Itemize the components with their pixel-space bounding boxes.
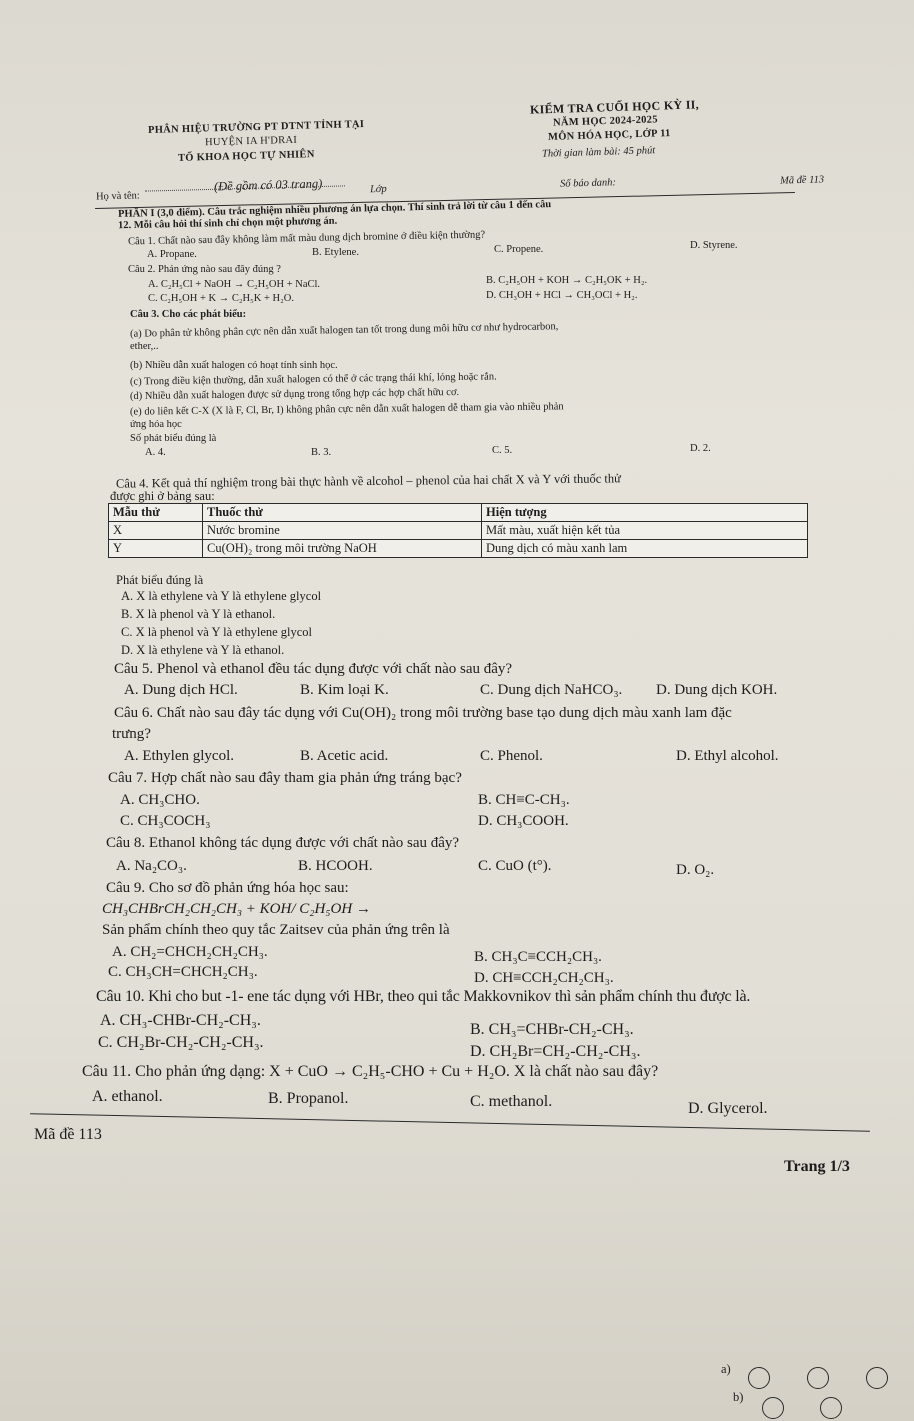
table-cell: Nước bromine — [203, 522, 482, 540]
q5-option-c[interactable]: C. Dung dịch NaHCO₃. — [480, 682, 623, 698]
table-header-cell: Mẫu thử — [109, 504, 203, 522]
table-cell: X — [109, 522, 203, 540]
q5-stem: Câu 5. Phenol và ethanol đều tác dụng được với chất nào sau đây? — [114, 661, 513, 677]
subject: MÔN HÓA HỌC, LỚP 11 — [547, 128, 671, 143]
q10-option-c[interactable]: C. CH₂Br-CH₂-CH₂-CH₃. — [98, 1034, 264, 1051]
pages-note: (Đề gồm có 03 trang) — [213, 176, 323, 194]
q4-conclusion: Phát biểu đúng là — [116, 573, 204, 587]
q7-option-c[interactable]: C. CH₃COCH₃ — [120, 813, 211, 829]
candidate-number-label: Số báo danh: — [559, 177, 617, 190]
doodle-circle — [807, 1367, 829, 1389]
q4-results-table — [108, 503, 808, 558]
q8-option-c[interactable]: C. CuO (t°). — [478, 858, 552, 874]
table-cell: Cu(OH)₂ trong môi trường NaOH — [203, 540, 482, 558]
q10-stem: Câu 10. Khi cho but -1- ene tác dụng với HBr, theo qui tắc Makkovnikov thì sản phẩm chính thu được là. — [96, 988, 751, 1005]
q2-option-c[interactable]: C. C₂H₅OH + K → C₂H₅K + H₂O. — [148, 293, 294, 304]
q4-option-d[interactable]: D. X là ethylene và Y là ethanol. — [121, 643, 285, 657]
q7-option-a[interactable]: A. CH₃CHO. — [120, 792, 200, 808]
q11-option-a[interactable]: A. ethanol. — [92, 1088, 163, 1105]
q6-stem: Câu 6. Chất nào sau đây tác dụng với Cu(OH)₂ trong môi trường base tạo dung dịch màu xanh lam đặc — [114, 705, 732, 721]
doodle-circle — [762, 1397, 784, 1419]
q5-option-d[interactable]: D. Dung dịch KOH. — [656, 682, 778, 698]
q4-stem-cont: được ghi ở bảng sau: — [110, 489, 215, 503]
q3-statement-e: (e) do liên kết C-X (X là F, Cl, Br, I) không phân cực nên dẫn xuất halogen dễ tham gia vào nhiều phản — [129, 401, 564, 418]
table-row — [109, 522, 808, 540]
q7-option-d[interactable]: D. CH₃COOH. — [478, 813, 569, 829]
q6-stem-cont: trưng? — [112, 726, 151, 742]
q9-stem: Câu 9. Cho sơ đồ phản ứng hóa học sau: — [106, 880, 349, 896]
q9-option-a[interactable]: A. CH₂=CHCH₂CH₂CH₃. — [112, 944, 268, 960]
q3-option-c[interactable]: C. 5. — [492, 445, 513, 456]
q8-option-d[interactable]: D. O₂. — [676, 862, 715, 878]
q3-option-b[interactable]: B. 3. — [311, 447, 332, 458]
q2-option-d[interactable]: D. CH₃OH + HCl → CH₃OCl + H₂. — [486, 290, 638, 301]
part1-instruction: 12. Mỗi câu hỏi thí sinh chỉ chọn một phương án. — [117, 215, 338, 232]
department-name: TỔ KHOA HỌC TỰ NHIÊN — [177, 149, 315, 164]
q10-option-b[interactable]: B. CH₃=CHBr-CH₂-CH₃. — [470, 1021, 634, 1038]
q11-option-d[interactable]: D. Glycerol. — [688, 1100, 768, 1117]
exam-title: KIỂM TRA CUỐI HỌC KỲ II, — [529, 97, 700, 117]
q1-option-b[interactable]: B. Etylene. — [312, 247, 359, 258]
q4-option-c[interactable]: C. X là phenol và Y là ethylene glycol — [121, 625, 313, 639]
q5-option-a[interactable]: A. Dung dịch HCl. — [124, 682, 238, 698]
table-header-cell: Thuốc thử — [203, 504, 482, 522]
table-header-row — [109, 504, 808, 522]
q2-option-b[interactable]: B. C₂H₅OH + KOH → C₂H₅OK + H₂. — [486, 275, 648, 286]
q6-option-b[interactable]: B. Acetic acid. — [300, 748, 389, 764]
q4-stem: Câu 4. Kết quả thí nghiệm trong bài thực hành về alcohol – phenol của hai chất X và Y với thuốc thử — [115, 471, 621, 491]
q9-option-b[interactable]: B. CH₃C≡CCH₂CH₃. — [474, 949, 602, 965]
doodle-circle — [820, 1397, 842, 1419]
page-number: Trang 1/3 — [784, 1158, 850, 1175]
q3-stem: Câu 3. Cho các phát biểu: — [130, 309, 247, 320]
q8-stem: Câu 8. Ethanol không tác dụng được với chất nào sau đây? — [106, 835, 460, 851]
q3-count-question: Số phát biểu đúng là — [130, 433, 217, 444]
q3-statement-a: (a) Do phân tử không phân cực nên dẫn xuất halogen tan tốt trong dung môi hữu cơ như hydrocarbon, — [129, 321, 559, 340]
table-cell: Mất màu, xuất hiện kết tủa — [482, 522, 808, 540]
q10-option-a[interactable]: A. CH₃-CHBr-CH₂-CH₃. — [100, 1012, 261, 1029]
school-year: NĂM HỌC 2024-2025 — [552, 114, 658, 129]
table-header-cell: Hiện tượng — [482, 504, 808, 522]
school-name: PHÂN HIỆU TRƯỜNG PT DTNT TỈNH TẠI — [147, 118, 365, 137]
q7-stem: Câu 7. Hợp chất nào sau đây tham gia phản ứng tráng bạc? — [108, 770, 462, 786]
q10-option-d[interactable]: D. CH₂Br=CH₂-CH₂-CH₃. — [470, 1043, 641, 1060]
table-cell: Dung dịch có màu xanh lam — [482, 540, 808, 558]
table-row — [109, 540, 808, 558]
doodle-circle — [866, 1367, 888, 1389]
time-limit: Thời gian làm bài: 45 phút — [541, 145, 656, 160]
student-name-label: Họ và tên: — [95, 190, 140, 203]
doodle-label-a: a) — [721, 1362, 731, 1376]
district-name: HUYỆN IA H'DRAI — [204, 134, 298, 149]
q6-option-a[interactable]: A. Ethylen glycol. — [124, 748, 234, 764]
q11-option-c[interactable]: C. methanol. — [470, 1093, 553, 1110]
q1-option-c[interactable]: C. Propene. — [494, 244, 544, 255]
q2-stem: Câu 2. Phản ứng nào sau đây đúng ? — [128, 264, 281, 275]
class-label: Lớp — [369, 183, 387, 196]
q8-option-a[interactable]: A. Na₂CO₃. — [116, 858, 187, 874]
footer-exam-code: Mã đề 113 — [34, 1126, 102, 1143]
q11-option-b[interactable]: B. Propanol. — [268, 1090, 349, 1107]
q3-statement-d: (d) Nhiều dẫn xuất halogen được sử dụng trong tổng hợp các hợp chất hữu cơ. — [129, 386, 460, 403]
q2-option-a[interactable]: A. C₂H₅Cl + NaOH → C₂H₅OH + NaCl. — [148, 279, 321, 290]
q6-option-c[interactable]: C. Phenol. — [480, 748, 543, 764]
q4-option-a[interactable]: A. X là ethylene và Y là ethylene glycol — [121, 589, 322, 603]
q5-option-b[interactable]: B. Kim loại K. — [300, 682, 389, 698]
q3-statement-b: (b) Nhiều dẫn xuất halogen có hoạt tính sinh học. — [130, 360, 338, 371]
q9-rule: Sản phẩm chính theo quy tắc Zaitsev của phản ứng trên là — [102, 922, 450, 938]
q11-stem: Câu 11. Cho phản ứng dạng: X + CuO → C₂H₅-CHO + Cu + H₂O. X là chất nào sau đây? — [82, 1063, 659, 1080]
q7-option-b[interactable]: B. CH≡C-CH₃. — [478, 792, 570, 808]
doodle-circle — [748, 1367, 770, 1389]
q1-option-d[interactable]: D. Styrene. — [690, 240, 738, 251]
q1-option-a[interactable]: A. Propane. — [147, 249, 197, 260]
q9-reaction: CH₃CHBrCH₂CH₂CH₃ + KOH/ C₂H₅OH → — [102, 901, 371, 917]
q4-option-b[interactable]: B. X là phenol và Y là ethanol. — [121, 607, 276, 621]
exam-code: Mã đề 113 — [779, 174, 825, 187]
part1-heading: PHẦN I (3,0 điểm). Câu trắc nghiệm nhiều phương án lựa chọn. Thí sinh trả lời từ câu 1 đến câu — [117, 199, 552, 220]
q1-stem: Câu 1. Chất nào sau đây không làm mất màu dung dịch bromine ở điều kiện thường? — [127, 229, 486, 248]
q6-option-d[interactable]: D. Ethyl alcohol. — [676, 748, 779, 764]
table-cell: Y — [109, 540, 203, 558]
q3-statement-e-cont: ứng hóa học — [130, 419, 182, 430]
doodle-label-b: b) — [733, 1390, 744, 1404]
q3-option-a[interactable]: A. 4. — [145, 447, 166, 458]
q3-statement-c: (c) Trong điều kiện thường, dẫn xuất halogen có thể ở các trạng thái khí, lỏng hoặc rắn. — [129, 371, 497, 388]
q9-option-c[interactable]: C. CH₃CH=CHCH₂CH₃. — [108, 964, 258, 980]
q8-option-b[interactable]: B. HCOOH. — [298, 858, 373, 874]
q9-option-d[interactable]: D. CH≡CCH₂CH₂CH₃. — [474, 970, 614, 986]
q3-statement-a-cont: ether,.. — [130, 341, 159, 352]
q3-option-d[interactable]: D. 2. — [690, 443, 711, 454]
